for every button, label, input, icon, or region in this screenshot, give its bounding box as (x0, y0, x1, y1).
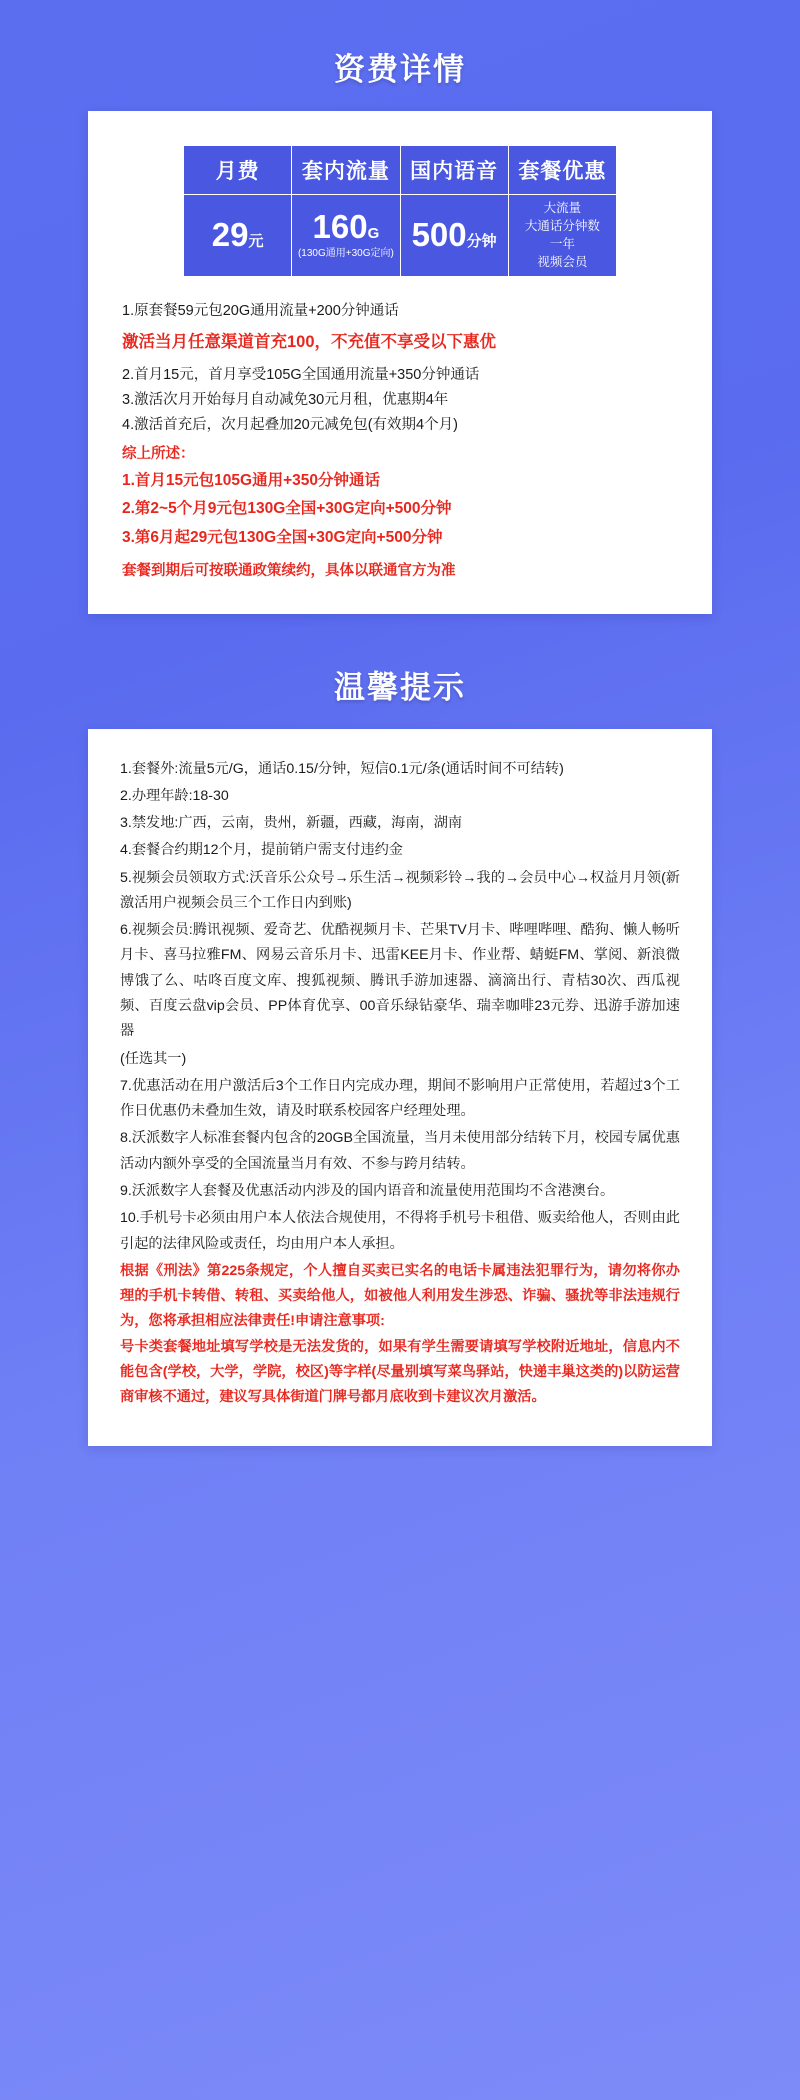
cell-voice (400, 195, 508, 277)
header-voice: 国内语音 (400, 146, 508, 195)
tips-card (88, 729, 712, 1446)
tips-pick-one-note: (任选其一) (120, 1050, 187, 1067)
data-subnote: (130G通用+30G定向) (297, 248, 394, 260)
fee-detail-item-2: 2.首月15元，首月享受105G全国通用流量+350分钟通话 (122, 366, 480, 383)
benefit-line-1: 大流量 (543, 201, 582, 215)
tips-item-4: 4.套餐合约期12个月，提前销户需支付违约金 (120, 842, 403, 859)
benefit-line-2: 大通话分钟数 (524, 219, 600, 234)
fee-footer-note: 套餐到期后可按联通政策续约，具体以联通官方为准 (122, 562, 456, 579)
table-value-row (184, 195, 617, 277)
tips-item-5: 5.视频会员领取方式:沃音乐公众号→乐生活→视频彩铃→我的→会员中心→权益月月领(新激活用户视频会员三个工作日内到账) (120, 869, 680, 911)
fee-summary-label: 综上所述： (122, 445, 195, 462)
tips-warning-legal: 根据《刑法》第225条规定，个人擅自买卖已实名的电话卡属违法犯罪行为，请勿将你办理的手机卡转借、转租、买卖给他人，如被他人利用发生涉恐、诈骗、骚扰等非法违规行为，您将承担相应法律责任!申请注意事项: (120, 1262, 680, 1329)
fee-detail-item-4: 4.激活首充后，次月起叠加20元减免包(有效期4个月) (122, 416, 458, 433)
table-header-row (184, 146, 617, 195)
price-table (183, 145, 617, 277)
tips-item-3: 3.禁发地:广西，云南，贵州，新疆，西藏，海南，湖南 (120, 815, 463, 832)
monthly-fee-value: 29 (211, 215, 249, 253)
header-benefits: 套餐优惠 (508, 146, 616, 195)
tips-item-8: 8.沃派数字人标准套餐内包含的20GB全国流量，当月未使用部分结转下月，校园专属优惠活动内额外享受的全国流量当月有效、不参与跨月结转。 (120, 1130, 680, 1172)
fee-summary-item-3: 3.第6月起29元包130G全国+30G定向+500分钟 (122, 528, 443, 546)
tips-item-10: 10.手机号卡必须由用户本人依法合规使用，不得将手机号卡租借、贩卖给他人，否则由此引起的法律风险或责任，均由用户本人承担。 (120, 1210, 680, 1252)
fee-detail-highlight: 激活当月任意渠道首充100，不充值不享受以下惠优 (122, 333, 497, 352)
fee-card (88, 111, 712, 614)
tips-section-title: 温馨提示 (334, 669, 466, 705)
tips-item-1: 1.套餐外:流量5元/G，通话0.15/分钟，短信0.1元/条(通话时间不可结转) (120, 760, 564, 777)
cell-data (292, 195, 400, 277)
header-data: 套内流量 (292, 146, 400, 195)
fee-summary-item-1: 1.首月15元包105G通用+350分钟通话 (122, 471, 380, 489)
fee-section-title: 资费详情 (334, 52, 466, 87)
tips-list (120, 757, 680, 1410)
voice-value: 500 (411, 215, 467, 253)
cell-benefits (508, 195, 616, 277)
fee-detail-item-1: 1.原套餐59元包20G通用流量+200分钟通话 (122, 302, 399, 319)
monthly-fee-unit: 元 (248, 232, 264, 250)
benefit-line-3: 一年 (549, 237, 575, 252)
header-monthly-fee: 月费 (184, 146, 292, 195)
data-unit: G (367, 225, 380, 243)
fee-detail-list (122, 299, 678, 584)
data-value: 160 (312, 208, 368, 246)
tips-item-6: 6.视频会员:腾讯视频、爱奇艺、优酷视频月卡、芒果TV月卡、哔哩哔哩、酷狗、懒人畅听月卡、喜马拉雅FM、网易云音乐月卡、迅雷KEE月卡、作业帮、蜻蜓FM、掌阅、新浪微博饿了么、咕咚百度文库、搜狐视频、腾讯手游加速器、滴滴出行、青桔30次、西瓜视频、百度云盘vip会员、PP体育优享、00音乐绿钻豪华、瑞幸咖啡23元券、迅游手游加速器 (120, 922, 680, 1040)
bottom-spacer (0, 1446, 800, 1506)
tips-item-7: 7.优惠活动在用户激活后3个工作日内完成办理，期间不影响用户正常使用，若超过3个工作日优惠仍未叠加生效，请及时联系校园客户经理处理。 (120, 1077, 680, 1120)
tips-item-9: 9.沃派数字人套餐及优惠活动内涉及的国内语音和流量使用范围均不含港澳台。 (120, 1183, 615, 1200)
benefit-line-4: 视频会员 (537, 255, 588, 270)
fee-detail-item-3: 3.激活次月开始每月自动减免30元月租，优惠期4年 (122, 391, 449, 408)
voice-unit: 分钟 (466, 232, 497, 250)
cell-monthly-fee (184, 195, 292, 277)
tips-warning-address: 号卡类套餐地址填写学校是无法发货的，如果有学生需要请填写学校附近地址，信息内不能包含(学校，大学，学院，校区)等字样(尽量别填写菜鸟驿站，快递丰巢这类的)以防运营商审核不通过，建议写具体街道门牌号都月底收到卡建议次月激活。 (120, 1339, 680, 1406)
tips-item-2: 2.办理年龄:18-30 (120, 787, 229, 804)
fee-summary-item-2: 2.第2~5个月9元包130G全国+30G定向+500分钟 (122, 500, 452, 518)
